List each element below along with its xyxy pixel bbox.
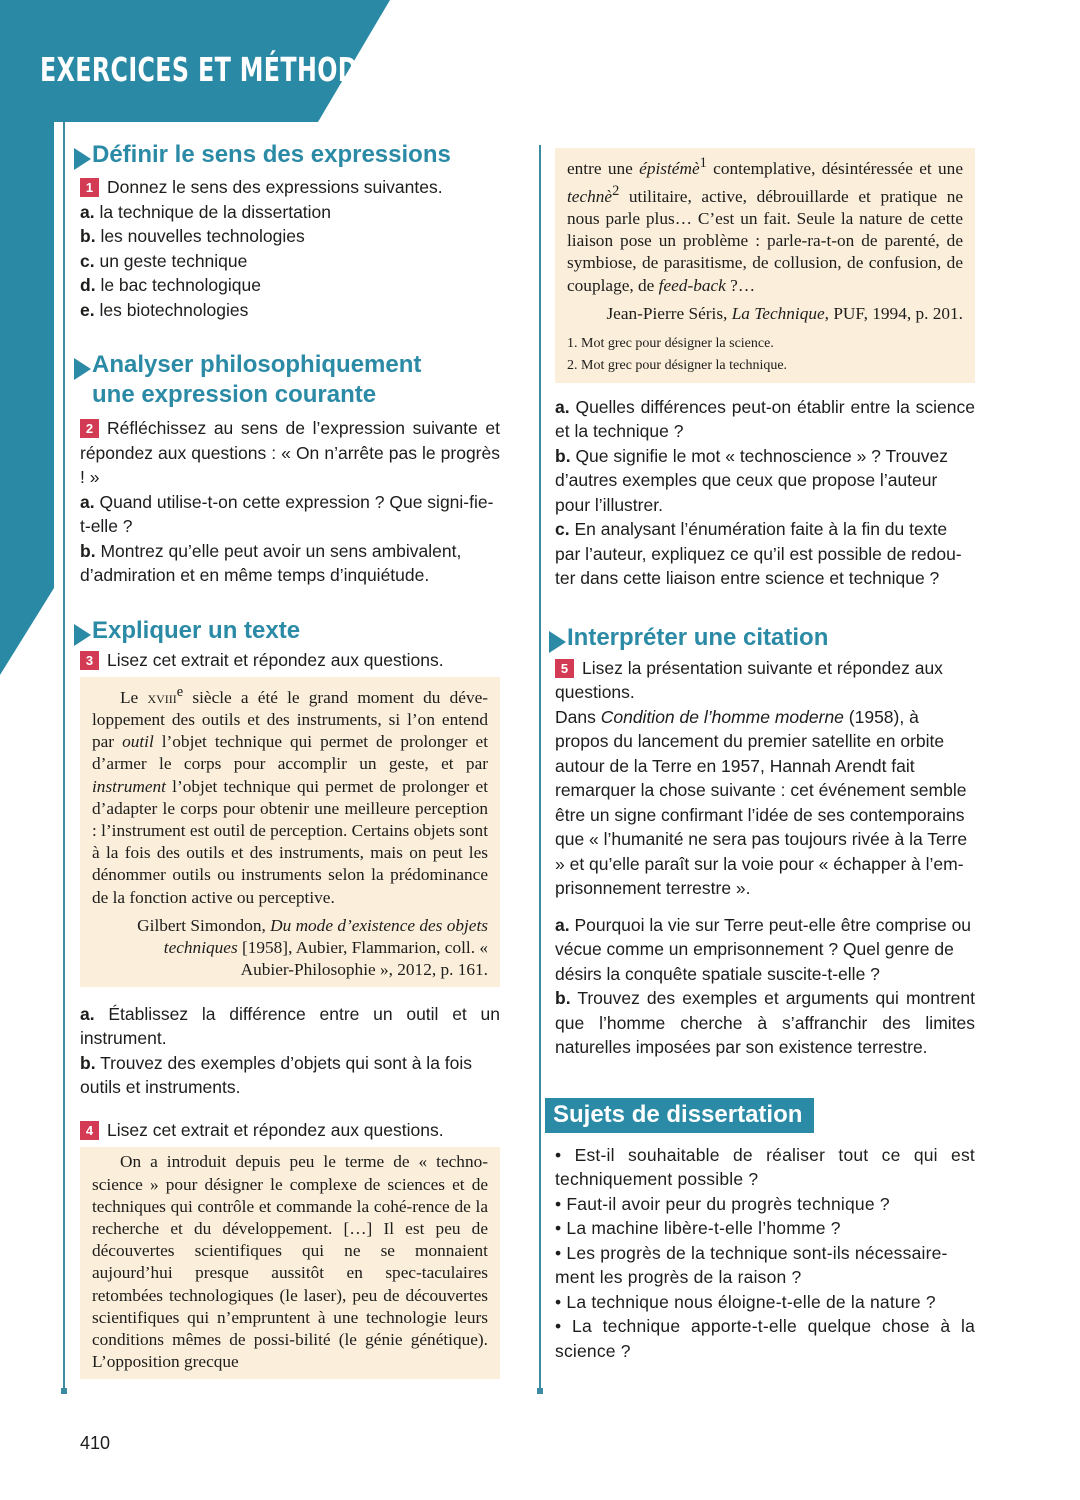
bullet-icon: • (555, 1193, 562, 1214)
quote-emphasis: instrument (92, 776, 166, 796)
exercise-number: 3 (80, 651, 99, 670)
exercise-4-instruction (80, 1118, 500, 1143)
list-item (80, 298, 500, 323)
bullet-icon: • (555, 1144, 562, 1165)
century-text: xviii (147, 687, 177, 707)
triangle-marker-icon (74, 624, 91, 646)
exercise-5-instruction (555, 656, 975, 705)
item-text: La technique apporte-t-elle quelque chose à la science ? (555, 1316, 976, 1361)
exercise-2-instruction (80, 416, 500, 490)
section-heading-analyser (92, 350, 500, 410)
question-a (555, 913, 975, 987)
quote-text: utilitaire, active, débrouillarde et pratique ne nous parle plus… C’est un fait. Seule la nature de cette liaison pose un problème : parle-ra-t-on de parenté, de symbiose, de parasitisme, de collusion, de confusion, de couplage, de (567, 186, 963, 295)
source-title: Du mode d’existence des objets techniques (163, 915, 488, 957)
list-item (80, 273, 500, 298)
list-item (80, 224, 500, 249)
section-heading-expliquer (92, 616, 500, 646)
quote-body (92, 681, 488, 909)
quote-emphasis: outil (122, 732, 154, 752)
exercise-number: 5 (555, 659, 574, 678)
section-heading-text: Analyser philosophiquement (92, 351, 422, 378)
quote-text: siècle a été le grand moment du déve-loppement des outils et des instruments, si l’on entend par (92, 687, 489, 752)
section-heading-text: Expliquer un texte (92, 616, 301, 644)
question-label: b. (80, 540, 96, 561)
footnote-ref: 2 (612, 182, 620, 199)
quote-text: contemplative, désintéressée et une (706, 158, 963, 178)
instruction-text: Réfléchissez au sens de l’expression suivante et répondez aux questions : « On n’arrête pas le progrès ! » (80, 418, 500, 487)
item-label: c. (80, 250, 95, 271)
superscript: e (176, 684, 184, 700)
left-rule-dot (61, 1388, 67, 1394)
sujets-heading: Sujets de dissertation (545, 1098, 814, 1133)
question-b (80, 539, 500, 588)
question-label: b. (555, 988, 571, 1009)
bullet-icon: • (555, 1218, 562, 1239)
quote-emphasis: technè (567, 186, 613, 206)
quote-simondon (80, 677, 500, 987)
quote-emphasis: épistémè (639, 158, 700, 178)
bullet-icon: • (555, 1291, 562, 1312)
bullet-icon: • (555, 1316, 562, 1337)
right-column (555, 148, 975, 1363)
list-item (555, 1314, 975, 1363)
item-text: Faut-il avoir peur du progrès technique ? (566, 1193, 890, 1214)
question-b (80, 1051, 500, 1100)
instruction-text: Donnez le sens des expressions suivantes. (107, 177, 443, 197)
section-heading-text: Interpréter une citation (567, 623, 829, 651)
instruction-text: Lisez cet extrait et répondez aux questions. (107, 1119, 444, 1140)
item-text: un geste technique (99, 250, 248, 271)
quote-text: entre une (567, 158, 640, 178)
item-label: d. (80, 275, 96, 295)
paragraph-text: (1958), à propos du lancement du premier satellite en orbite autour de la Terre en 1957, Hannah Arendt fait remarquer la chose suivante : cet événement semble être un signe confirmant l’idée de ses contemporains que « l’humanité ne sera pas toujours rivée à la Terre » et qu’elle paraît sur la voie pour « échapper à l’em-prisonnement terrestre ». (555, 706, 968, 899)
item-text: Les progrès de la technique sont-ils nécessaire-ment les progrès de la raison ? (555, 1242, 948, 1288)
expression-list (80, 200, 500, 323)
question-a (555, 395, 975, 444)
quote-seris-part1 (80, 1147, 500, 1379)
item-label: a. (80, 201, 95, 222)
source-title: La Technique (731, 303, 825, 323)
triangle-marker-icon (74, 358, 91, 380)
list-item (80, 249, 500, 274)
question-b (555, 986, 975, 1060)
section-heading-definir (92, 140, 500, 170)
item-text: La technique nous éloigne-t-elle de la nature ? (566, 1291, 936, 1312)
quote-body (567, 152, 963, 297)
question-a (80, 490, 500, 539)
triangle-marker-icon (74, 148, 91, 170)
quote-emphasis: feed-back (658, 275, 726, 295)
sujets-list (555, 1143, 975, 1364)
question-label: a. (555, 396, 570, 417)
right-column-rule (539, 145, 541, 1392)
quote-source (92, 915, 488, 981)
bullet-icon: • (555, 1242, 562, 1263)
triangle-marker-icon (549, 631, 566, 653)
question-text: En analysant l’énumération faite à la fin du texte par l’auteur, expliquez ce qu’il est possible de redou-ter dans cette liaison entre science et technique ? (555, 519, 962, 589)
question-label: a. (80, 1003, 95, 1024)
page-title: EXERCICES ET MÉTHODES (40, 50, 392, 89)
quote-seris-part2 (555, 148, 975, 383)
question-text: Pourquoi la vie sur Terre peut-elle être comprise ou vécue comme un emprisonnement ? Quel genre de désirs la conquête spatiale suscite-t-elle ? (555, 914, 972, 984)
footnote-ref: 1 (699, 155, 707, 171)
quote-text: l’objet technique qui permet de prolonger et d’adapter le corps pour obtenir une meilleure perception : l’instrument est outil de perception. Certains objets sont à la fois des outils et des instruments, mais on peut les dénommer outils ou instruments selon la prédominance de la fonction active ou perceptive. (92, 776, 488, 907)
question-label: b. (555, 445, 571, 466)
item-text: les biotechnologies (99, 299, 249, 320)
quote-text: ?… (725, 275, 756, 295)
instruction-text: Lisez la présentation suivante et répondez aux questions. (555, 657, 943, 703)
question-label: b. (80, 1052, 96, 1073)
question-text: Quand utilise-t-on cette expression ? Que signi-fie-t-elle ? (80, 491, 494, 536)
footnote: 2. Mot grec pour désigner la technique. (567, 357, 788, 373)
list-item (555, 1290, 975, 1315)
list-item (555, 1192, 975, 1217)
list-item (555, 1216, 975, 1241)
quote-body: On a introduit depuis peu le terme de « techno-science » pour désigner le complexe de sciences et de techniques qui contrôle et commande la cohé-rence de la recherche et du développement. […] Il est peu de découvertes scientifiques qui ne se monnaient aujourd’hui presque aussitôt en spec-taculaires retombées technologiques (le laser), peu de découvertes scientifiques qui n’empruntent à une technologie leurs conditions mêmes de possi-bilité (le génie génétique). L’opposition grecque (92, 1152, 488, 1372)
question-text: Établissez la différence entre un outil et un instrument. (80, 1003, 500, 1049)
question-text: Trouvez des exemples d’objets qui sont à la fois outils et instruments. (80, 1052, 473, 1098)
question-text: Montrez qu’elle peut avoir un sens ambivalent, d’admiration et en même temps d’inquiétude. (80, 540, 462, 585)
section-heading-text: Définir le sens des expressions (92, 141, 451, 168)
question-text: Quelles différences peut-on établir entre la science et la technique ? (555, 396, 975, 442)
left-column (80, 140, 500, 1379)
quote-source (567, 303, 963, 325)
question-c (555, 517, 975, 591)
question-label: a. (80, 491, 95, 512)
exercise-1-instruction (80, 175, 500, 200)
right-rule-dot (537, 1388, 543, 1394)
source-rest: , PUF, 1994, p. 201. (824, 303, 963, 323)
question-a (80, 1002, 500, 1051)
item-label: b. (80, 226, 96, 246)
exercise-number: 2 (80, 419, 99, 438)
list-item (80, 200, 500, 225)
item-text: La machine libère-t-elle l’homme ? (566, 1218, 841, 1239)
page-number: 410 (80, 1433, 111, 1453)
item-text: la technique de la dissertation (99, 201, 332, 222)
section-heading-interpreter (567, 623, 975, 653)
question-text: Que signifie le mot « technoscience » ? Trouvez d’autres exemples que ceux que propose l’auteur pour l’illustrer. (555, 445, 949, 515)
exercise-number: 4 (80, 1121, 99, 1140)
book-title: Condition de l’homme moderne (600, 706, 844, 727)
question-label: c. (555, 519, 570, 540)
footnote: 1. Mot grec pour désigner la science. (567, 335, 774, 351)
presentation-paragraph (555, 705, 975, 901)
question-label: a. (555, 914, 570, 935)
item-label: e. (80, 299, 95, 320)
footnotes (567, 333, 963, 377)
question-text: Trouvez des exemples et arguments qui montrent que l’homme cherche à s’affranchir des limites naturelles imposées par son existence terrestre. (555, 988, 976, 1058)
source-author: Jean-Pierre Séris, (606, 303, 732, 323)
exercise-number: 1 (80, 178, 99, 197)
source-author: Gilbert Simondon, (137, 915, 271, 935)
list-item (555, 1143, 975, 1192)
exercise-3-instruction (80, 648, 500, 673)
section-heading-text: une expression courante (92, 381, 377, 408)
left-column-rule (63, 122, 65, 1392)
item-text: les nouvelles technologies (100, 226, 305, 246)
quote-text: Le (120, 687, 148, 707)
question-b (555, 444, 975, 518)
item-text: le bac technologique (100, 275, 261, 295)
source-rest: [1958], Aubier, Flammarion, coll. « Aubier-Philosophie », 2012, p. 161. (237, 937, 488, 979)
item-text: Est-il souhaitable de réaliser tout ce qui est techniquement possible ? (555, 1144, 975, 1190)
paragraph-text: Dans (555, 706, 601, 727)
quote-text: l’objet technique qui permet de prolonger et d’armer le corps pour accomplir un geste, et par (92, 732, 488, 774)
list-item (555, 1241, 975, 1290)
instruction-text: Lisez cet extrait et répondez aux questions. (107, 649, 444, 670)
